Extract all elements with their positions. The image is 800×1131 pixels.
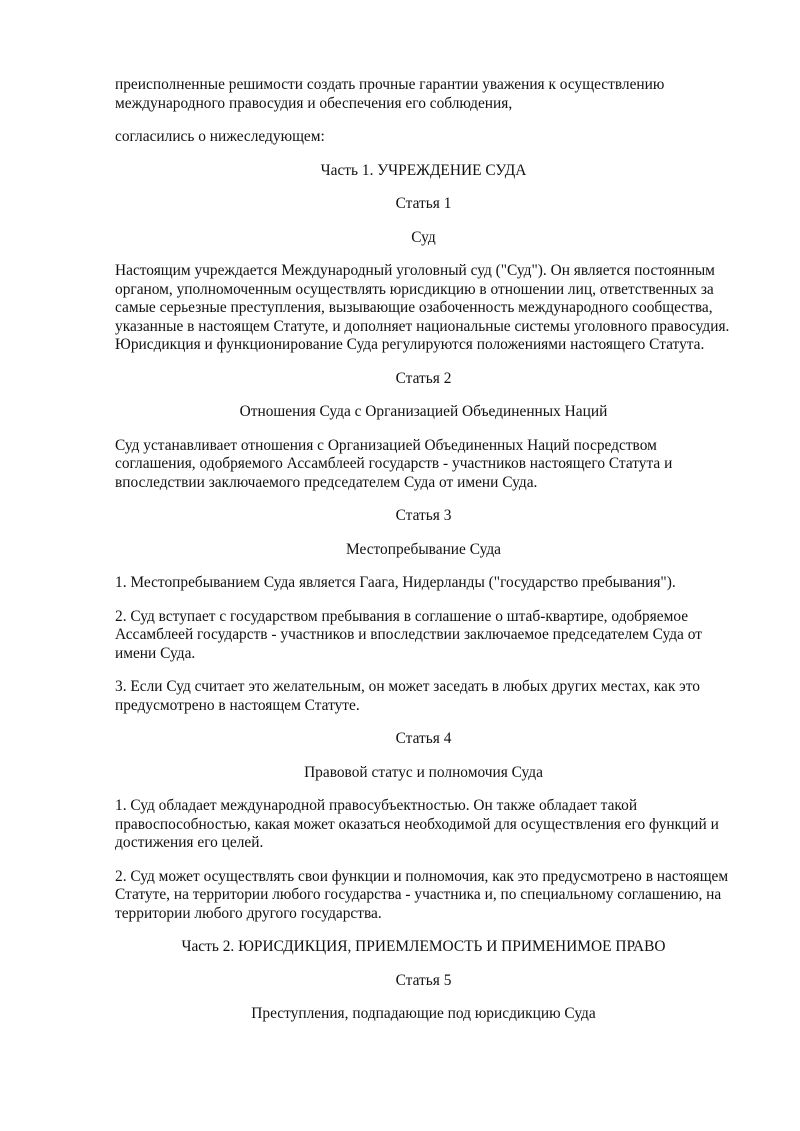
article-title: Суд: [411, 228, 436, 246]
article-text: Суд устанавливает отношения с Организацией Объединенных Наций посредством соглашения, одобряемого Ассамблеей государств - участников настоящего Статута и впоследствии заключаемого председателем Суда от имени Суда.: [115, 436, 673, 491]
article-title: Отношения Суда с Организацией Объединенных Наций: [239, 403, 608, 420]
article-number: Статья 3: [395, 507, 452, 524]
article-title: Преступления, подпадающие под юрисдикцию Суда: [251, 1005, 596, 1022]
article-number: Статья 2: [395, 369, 452, 387]
part-heading: Часть 2. ЮРИСДИКЦИЯ, ПРИЕМЛЕМОСТЬ И ПРИМЕНИМОЕ ПРАВО: [181, 938, 666, 955]
intro-paragraph: преисполненные решимости создать прочные гарантии уважения к осуществлению международного правосудия и обеспечения его соблюдения,: [115, 76, 665, 112]
article-number: Статья 5: [395, 971, 452, 989]
article-clause: 1. Суд обладает международной правосубъектностью. Он также обладает такой правоспособностью, какая может оказаться необходимой для осуществления его функций и достижения его целей.: [115, 797, 719, 851]
article-clause: 2. Суд может осуществлять свои функции и полномочия, как это предусмотрено в настоящем Статуте, на территории любого государства - участника и, по специальному соглашению, на территории любого другого государства.: [115, 867, 729, 922]
intro-agreement: согласились о нижеследующем:: [115, 128, 325, 145]
article-clause: 1. Местопребыванием Суда является Гаага, Нидерланды ("государство пребывания").: [115, 574, 676, 591]
article-title: Правовой статус и полномочия Суда: [304, 763, 543, 781]
part-heading: Часть 1. УЧРЕЖДЕНИЕ СУДА: [320, 161, 527, 179]
article-clause: 3. Если Суд считает это желательным, он может заседать в любых других местах, как это предусмотрено в настоящем Статуте.: [115, 678, 700, 714]
article-text: Настоящим учреждается Международный уголовный суд ("Суд"). Он является постоянным органом, уполномоченным осуществлять юрисдикцию в отношении лиц, ответственных за самые серьезные преступления, вызывающие озабоченность международного сообщества, указанные в настоящем Статуте, и дополняет национальные системы уголовного правосудия. Юрисдикция и функционирование Суда регулируются положениями настоящего Статута.: [115, 262, 730, 353]
article-number: Статья 1: [395, 195, 452, 212]
article-title: Местопребывание Суда: [346, 540, 501, 558]
article-clause: 2. Суд вступает с государством пребывания в соглашение о штаб-квартире, одобряемое Ассамблеей государств - участников и впоследствии заключаемое председателем Суда от имени Суда.: [115, 607, 702, 662]
article-number: Статья 4: [395, 730, 452, 747]
